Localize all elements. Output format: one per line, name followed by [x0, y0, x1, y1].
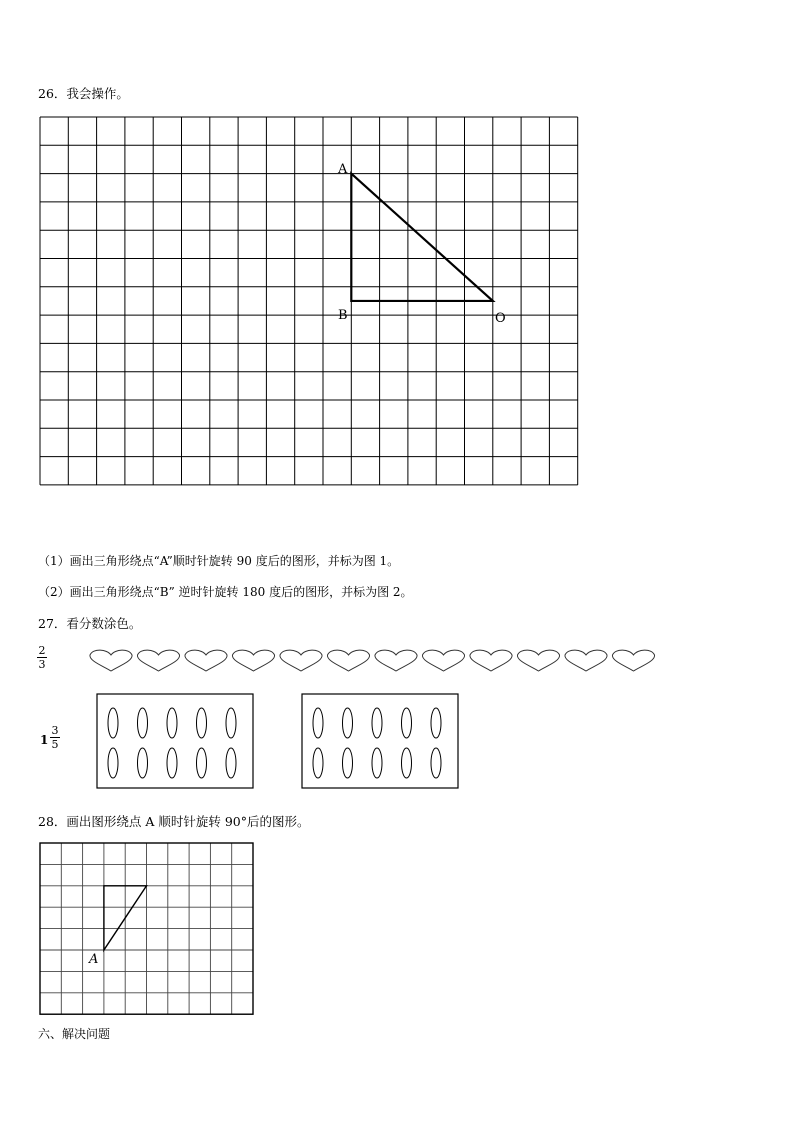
q27-fraction2-whole: 1 [40, 733, 49, 747]
q27-fraction2-denominator: 5 [51, 738, 59, 751]
q26-point-o-label: O [495, 311, 506, 326]
q28-point-a-label: A [89, 952, 99, 967]
section6-title: 六、解决问题 [38, 1027, 111, 1041]
q26-title: 26．我会操作。 [38, 86, 129, 101]
q27-fraction2-numerator: 3 [51, 724, 59, 737]
q27-fraction1-numerator: 2 [38, 644, 46, 657]
q26-point-b-label: B [338, 308, 348, 323]
q27-title: 27．看分数涂色。 [38, 616, 142, 631]
q26-subquestion-1: （1）画出三角形绕点“A”顺时针旋转 90 度后的图形，并标为图 1。 [38, 554, 400, 568]
q26-point-a-label: A [338, 162, 348, 177]
q26-subquestion-2: （2）画出三角形绕点“B” 逆时针旋转 180 度后的图形，并标为图 2。 [38, 585, 413, 599]
q28-title: 28．画出图形绕点 A 顺时针旋转 90°后的图形。 [38, 814, 310, 829]
q27-fraction1-denominator: 3 [38, 658, 46, 671]
